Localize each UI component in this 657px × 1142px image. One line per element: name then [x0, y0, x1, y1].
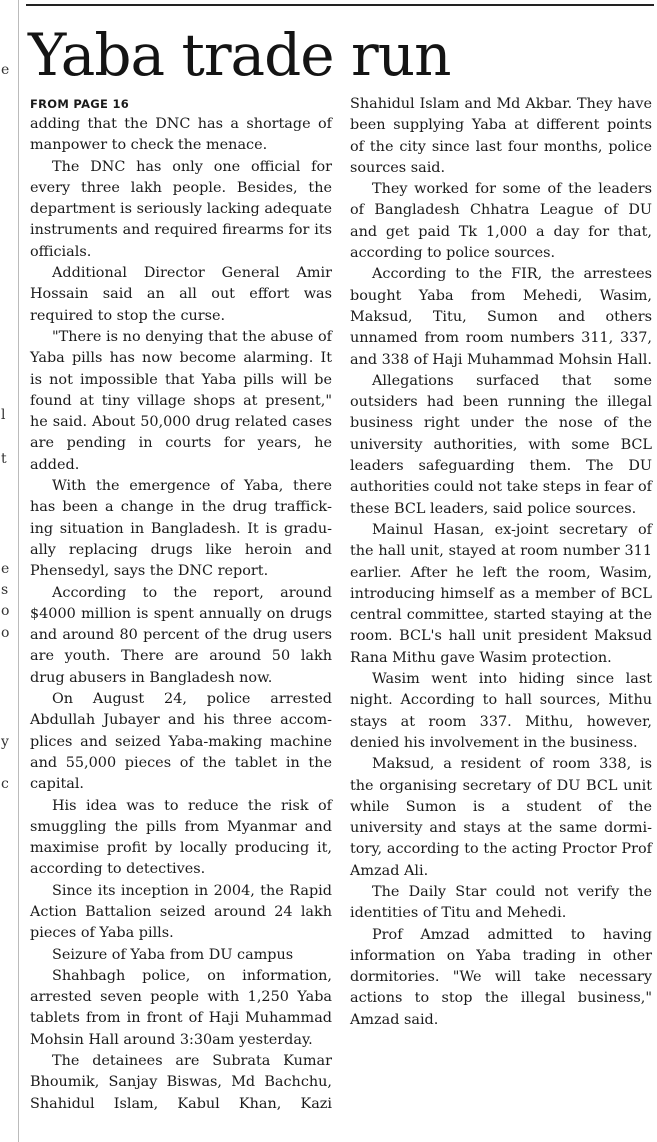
paragraph: adding that the DNC has a shortage of manpower to check the menace.: [30, 116, 332, 154]
paragraph: The DNC has only one official for every three lakh people. Besides, the department is seriously lacking adequate instruments and required firearms for its officials.: [30, 158, 332, 260]
jump-line: FROM PAGE 16: [30, 97, 130, 111]
article-body: [30, 94, 652, 1136]
paragraph: Wasim went into hiding since last night. According to hall sources, Mithu stays at room 337. Mithu, however, denied his involvement in the business.: [350, 671, 652, 751]
edge-fragment: s: [1, 582, 9, 598]
paragraph: The Daily Star could not verify the identities of Titu and Mehedi.: [350, 883, 652, 922]
edge-fragment: o: [1, 603, 10, 619]
headline: Yaba trade run: [28, 21, 451, 89]
edge-fragment: e: [1, 561, 10, 577]
edge-fragment: e: [1, 62, 10, 78]
paragraph: With the emergence of Yaba, there has been a change in the drug trafficking situation in Bangladesh. It is gradually replacing drugs like heroin and Phensedyl, says the DNC report.: [30, 478, 332, 580]
paragraph: Since its inception in 2004, the Rapid Action Battalion seized around 24 lakh pieces of Yaba pills.: [30, 882, 332, 942]
edge-fragment: c: [1, 776, 9, 792]
paragraph: They worked for some of the leaders of Bangladesh Chhatra League of DU and get paid Tk 1,000 a day for that, according to police sources.: [350, 181, 652, 262]
column-divider: [18, 0, 19, 1142]
paragraph: Prof Amzad admitted to having information on Yaba trading in other dormitories. "We will take necessary actions to stop the illegal business," Amzad said.: [350, 926, 652, 1028]
paragraph: According to the FIR, the arrestees bought Yaba from Mehedi, Wasim, Maksud, Titu, Sumon and others unnamed from room numbers 311, 337, and 338 of Haji Muhammad Mohsin Hall.: [350, 266, 652, 368]
paragraph: Mainul Hasan, ex-joint secretary of the hall unit, stayed at room number 311 earlier. After he left the room, Wasim, introducing himself as a member of BCL central committee, started staying at the room. BCL's hall unit president Maksud Rana Mithu gave Wasim protection.: [350, 521, 652, 666]
paragraph: Shahbagh police, on information, arrested seven people with 1,250 Yaba tablets from in front of Haji Muhammad Mohsin Hall around 3:30am yesterday.: [30, 967, 332, 1048]
edge-fragment: o: [1, 625, 10, 641]
adjacent-column-fragments: [0, 0, 16, 1142]
subhead: Seizure of Yaba from DU campus: [52, 946, 294, 963]
paragraph: According to the report, around $4000 million is spent annually on drugs and around 80 percent of the drug users are youth. There are around 50 lakh drug abusers in Bangladesh now.: [30, 584, 332, 686]
edge-fragment: t: [1, 451, 7, 467]
top-rule: [26, 4, 654, 6]
paragraph: Allegations surfaced that some outsiders had been running the illegal business right under the nose of the university authorities, with some BCL leaders safeguarding them. The DU authorities could not take steps in fear of these BCL leaders, said police sources.: [350, 372, 652, 517]
paragraph: His idea was to reduce the risk of smuggling the pills from Myanmar and maximise profit by locally producing it, according to detectives.: [30, 797, 332, 878]
edge-fragment: y: [1, 734, 9, 750]
paragraph: On August 24, police arrested Abdullah Jubayer and his three accomplices and seized Yaba-making machine and 55,000 pieces of the tablet in the capital.: [30, 691, 332, 793]
edge-fragment: l: [1, 407, 6, 423]
paragraph: "There is no denying that the abuse of Yaba pills has now become alarming. It is not impossible that Yaba pills will be found at tiny village shops at present," he said. About 50,000 drug related cases are pending in courts for years, he added.: [30, 328, 332, 473]
paragraph: The detainees are Subrata Kumar Bhoumik, Sanjay Biswas, Md Bachchu, Shahidul Islam, Kabul Khan, Kazi Shahidul Islam and Md Akbar. They have been supplying Yaba at different points of the city since last four months, police sources said.: [30, 96, 652, 1112]
paragraph: Maksud, a resident of room 338, is the organising secretary of DU BCL unit while Sumon is a student of the university and stays at the same dormitory, according to the acting Proctor Prof Amzad Ali.: [350, 756, 652, 879]
paragraph: Additional Director General Amir Hossain said an all out effort was required to stop the curse.: [30, 265, 332, 324]
